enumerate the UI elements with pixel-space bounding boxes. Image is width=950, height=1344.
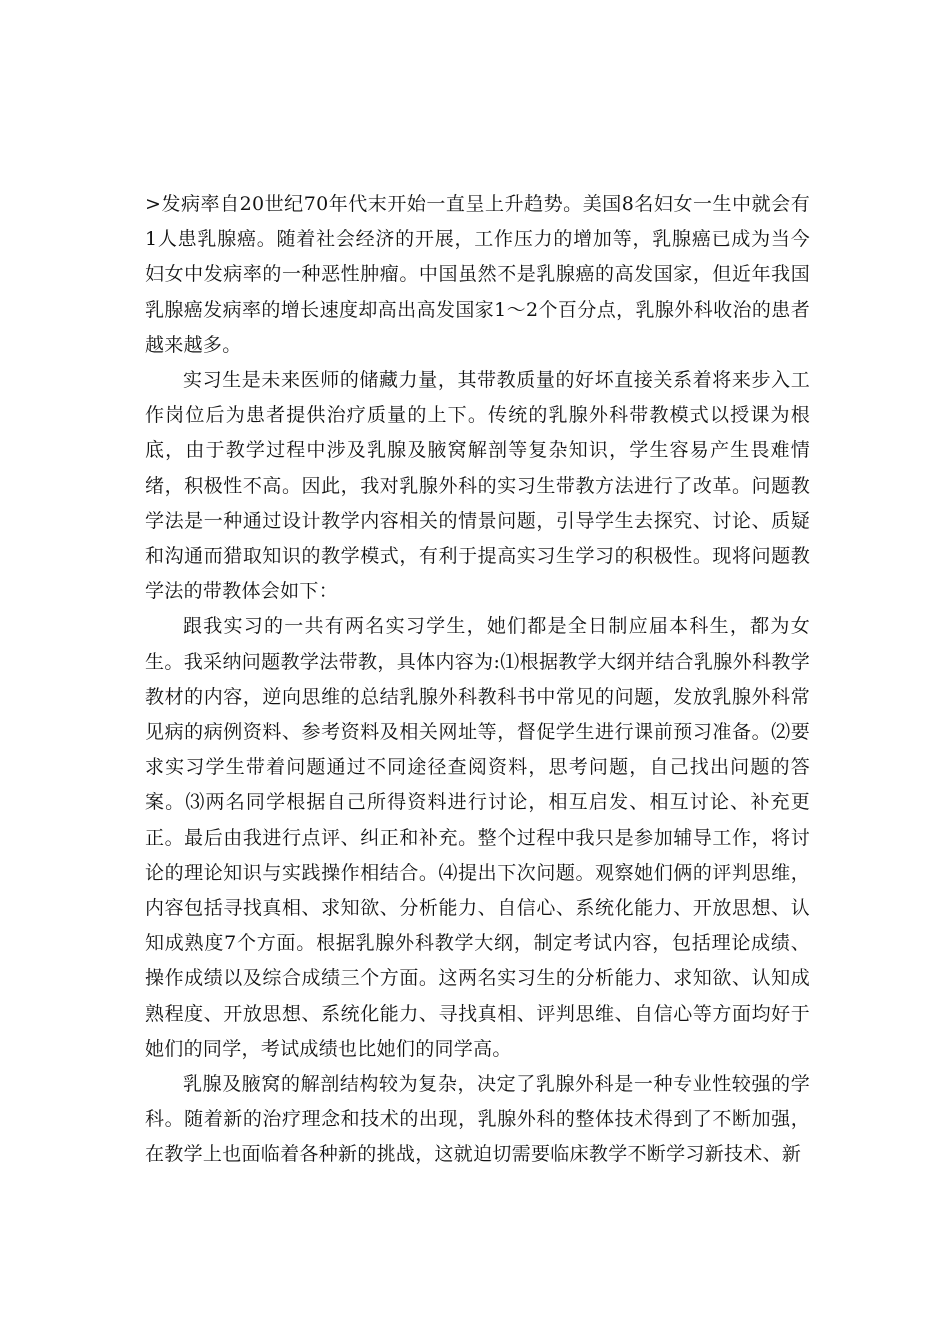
paragraph-problem-method-practice: 跟我实习的一共有两名实习学生，她们都是全日制应届本科生，都为女生。我采纳问题教学法带教，具体内容为:⑴根据教学大纲并结合乳腺外科教学教材的内容，逆向思维的总结乳腺外科教科书中常见的问题，发放乳腺外科常见病的病例资料、参考资料及相关网址等，督促学生进行课前预习准备。⑵要求实习学生带着问题通过不同途径查阅资料，思考问题，自己找出问题的答案。⑶两名同学根据自己所得资料进行讨论，相互启发、相互讨论、补充更正。最后由我进行点评、纠正和补充。整个过程中我只是参加辅导工作，将讨论的理论知识与实践操作相结合。⑷提出下次问题。观察她们俩的评判思维，内容包括寻找真相、求知欲、分析能力、自信心、系统化能力、开放思想、认知成熟度7个方面。根据乳腺外科教学大纲，制定考试内容，包括理论成绩、操作成绩以及综合成绩三个方面。这两名实习生的分析能力、求知欲、认知成熟程度、开放思想、系统化能力、寻找真相、评判思维、自信心等方面均好于她们的同学，考试成绩也比她们的同学高。 bbox=[145, 615, 810, 1060]
document-page bbox=[145, 187, 810, 1173]
paragraph-incidence-trend: >发病率自20世纪70年代末开始一直呈上升趋势。美国8名妇女一生中就会有1人患乳腺癌。随着社会经济的开展，工作压力的增加等，乳腺癌已成为当今妇女中发病率的一种恶性肿瘤。中国虽然不是乳腺癌的高发国家，但近年我国乳腺癌发病率的增长速度却高出高发国家1～2个百分点，乳腺外科收治的患者越来越多。 bbox=[145, 193, 810, 356]
paragraph-anatomy-challenge: 乳腺及腋窝的解剖结构较为复杂，决定了乳腺外科是一种专业性较强的学科。随着新的治疗理念和技术的出现，乳腺外科的整体技术得到了不断加强，在教学上也面临着各种新的挑战，这就迫切需要临床教学不断学习新技术、新 bbox=[145, 1073, 810, 1166]
paragraph-intern-teaching: 实习生是未来医师的储藏力量，其带教质量的好坏直接关系着将来步入工作岗位后为患者提供治疗质量的上下。传统的乳腺外科带教模式以授课为根底，由于教学过程中涉及乳腺及腋窝解剖等复杂知识，学生容易产生畏难情绪，积极性不高。因此，我对乳腺外科的实习生带教方法进行了改革。问题教学法是一种通过设计教学内容相关的情景问题，引导学生去探究、讨论、质疑和沟通而猎取知识的教学模式，有利于提高实习生学习的积极性。现将问题教学法的带教体会如下： bbox=[145, 369, 810, 603]
